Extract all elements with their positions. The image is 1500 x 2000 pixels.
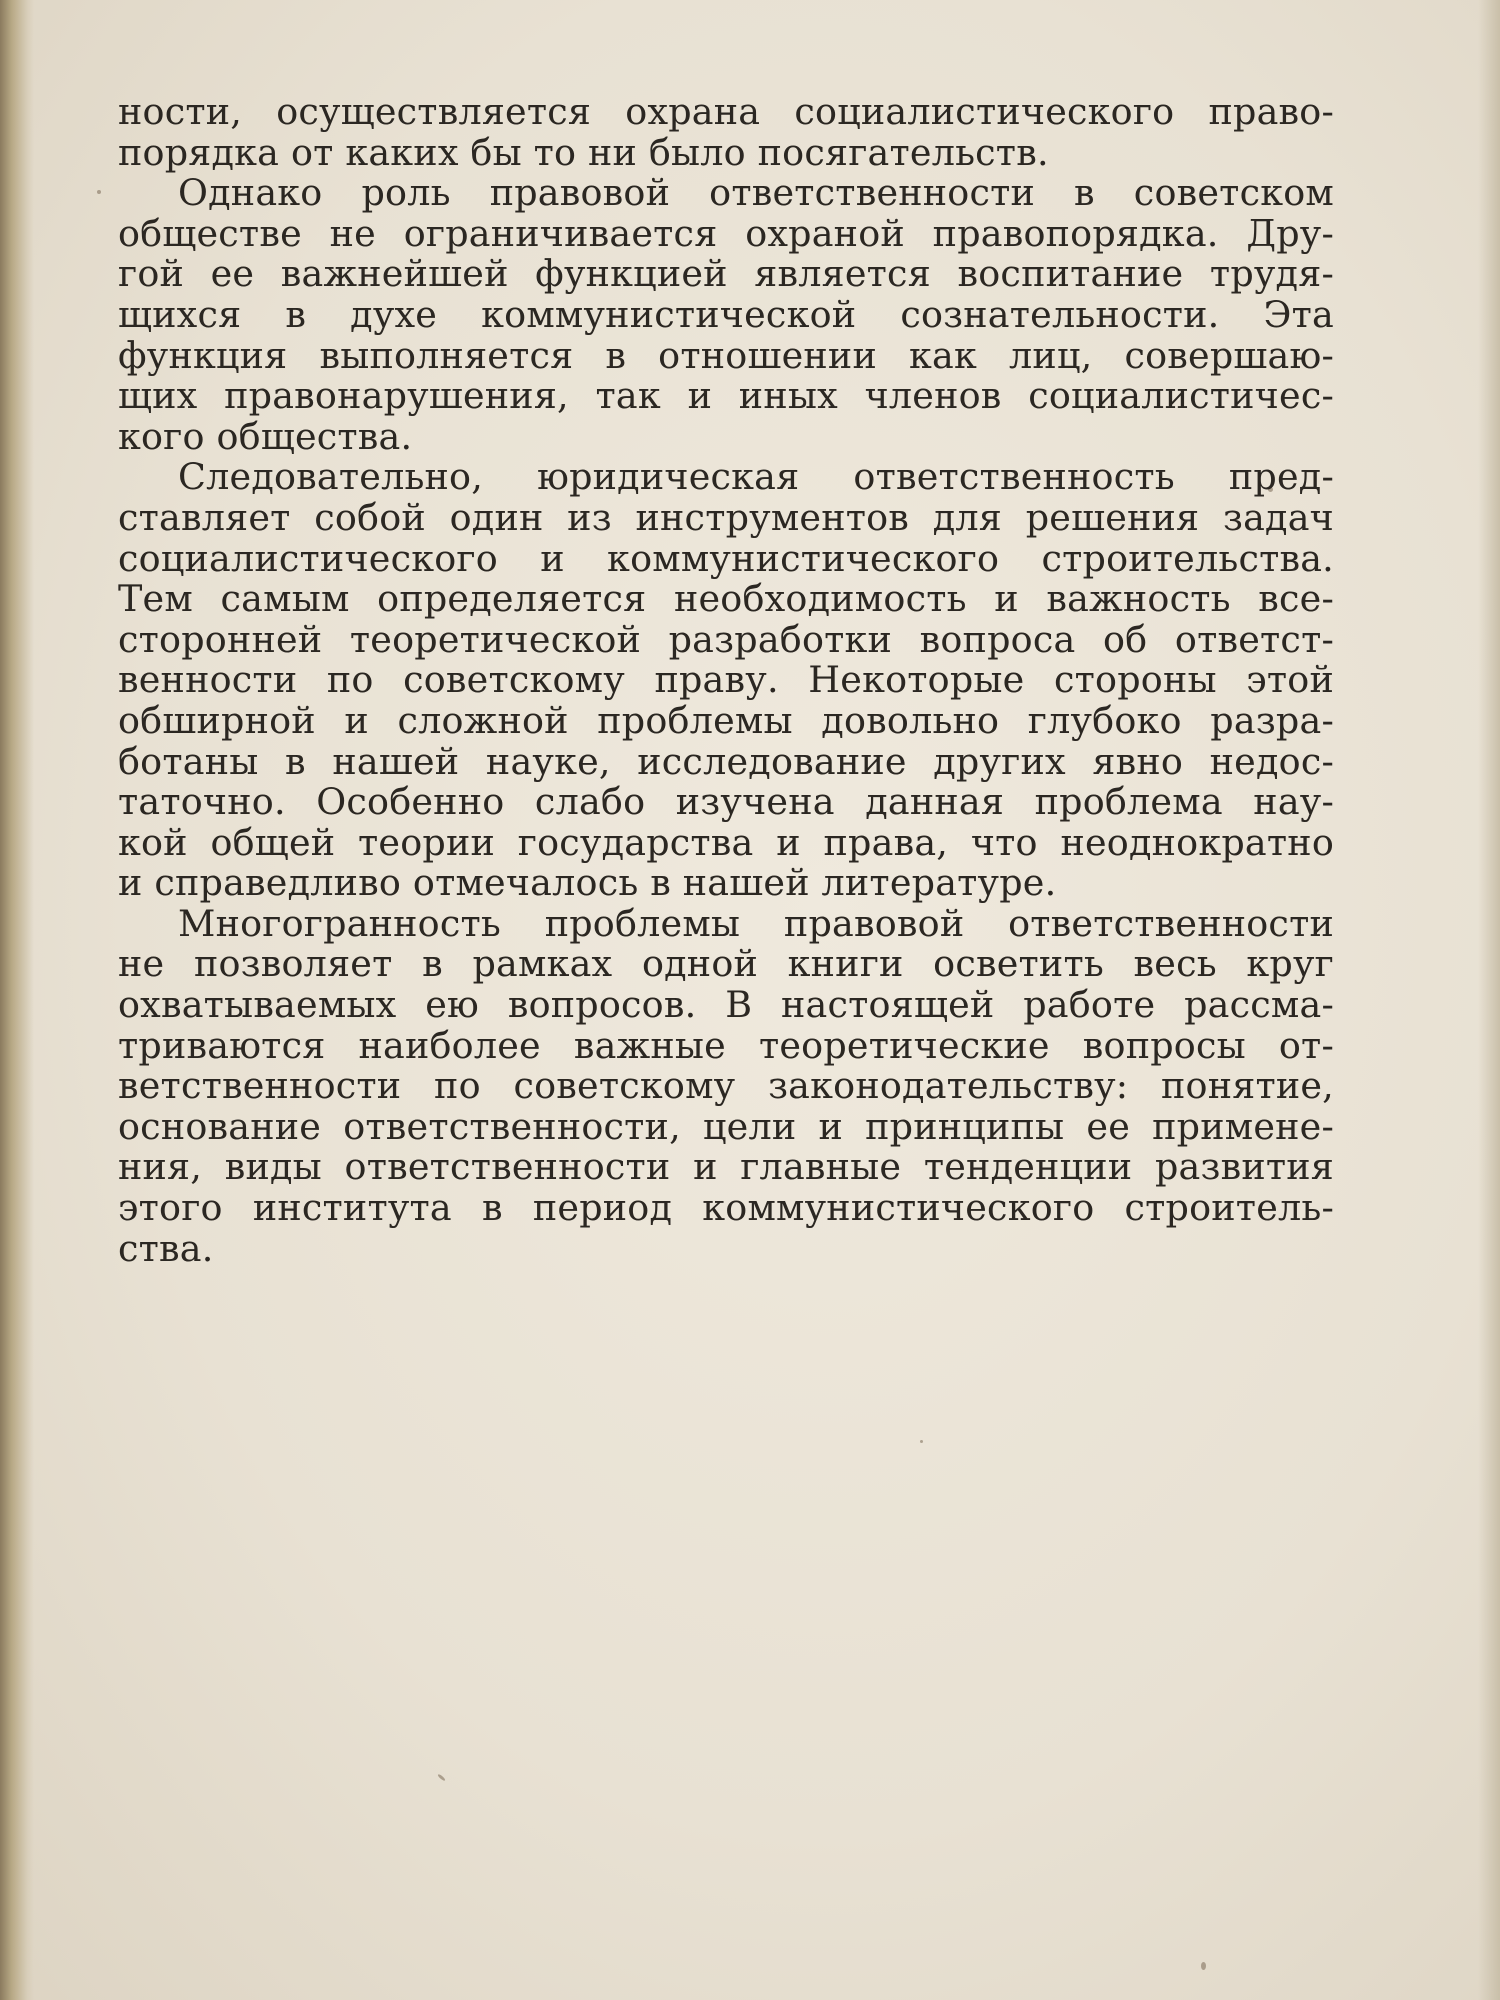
text-line: кой общей теории государства и права, что неоднократно xyxy=(118,820,1334,864)
text-line: не позволяет в рамках одной книги осветить весь круг xyxy=(118,942,1334,986)
text-line: основание ответственности, цели и принципы ее примене- xyxy=(118,1104,1334,1148)
text-line: социалистического и коммунистического строительства. xyxy=(118,536,1334,580)
text-line: щих правонарушения, так и иных членов социалистичес- xyxy=(118,374,1334,418)
text-line: охватываемых ею вопросов. В настоящей работе рассма- xyxy=(118,983,1334,1027)
book-spine-shadow xyxy=(0,0,34,2000)
text-line: функция выполняется в отношении как лиц, совершаю- xyxy=(118,333,1334,377)
text-line: Многогранность проблемы правовой ответственности xyxy=(178,901,1334,945)
text-line: Тем самым определяется необходимость и важность все- xyxy=(118,577,1334,621)
text-line: ности, осуществляется охрана социалистического право- xyxy=(118,90,1334,133)
body-text xyxy=(118,92,1334,1269)
page-edge-shadow xyxy=(1478,0,1500,2000)
text-line: венности по советскому праву. Некоторые стороны этой xyxy=(118,658,1334,702)
paper-speck xyxy=(1201,1962,1206,1970)
text-line: ния, виды ответственности и главные тенденции развития xyxy=(118,1145,1334,1189)
text-line: ботаны в нашей науке, исследование других явно недос- xyxy=(118,739,1334,783)
text-line: и справедливо отмечалось в нашей литературе. xyxy=(118,861,1057,905)
paper-speck xyxy=(97,190,101,194)
text-line: Следовательно, юридическая ответственность пред- xyxy=(178,455,1334,499)
paper-speck xyxy=(437,1773,446,1781)
text-line: триваются наиболее важные теоретические вопросы от- xyxy=(118,1023,1334,1067)
text-line: таточно. Особенно слабо изучена данная проблема нау- xyxy=(118,780,1334,824)
text-line: сторонней теоретической разработки вопроса об ответст- xyxy=(118,617,1334,661)
text-line: щихся в духе коммунистической сознательности. Эта xyxy=(118,292,1334,336)
text-line: порядка от каких бы то ни было посягательств. xyxy=(118,130,1049,174)
text-line: обширной и сложной проблемы довольно глубоко разра- xyxy=(118,698,1334,742)
text-line: обществе не ограничивается охраной правопорядка. Дру- xyxy=(118,211,1334,255)
text-line: Однако роль правовой ответственности в советском xyxy=(178,171,1334,215)
text-line: ставляет собой один из инструментов для решения задач xyxy=(118,495,1334,539)
text-line: гой ее важнейшей функцией является воспитание трудя- xyxy=(118,252,1334,296)
text-line: этого института в период коммунистического строитель- xyxy=(118,1186,1334,1230)
text-line: ства. xyxy=(118,1226,214,1270)
text-line: кого общества. xyxy=(118,414,413,458)
paper-speck xyxy=(920,1440,923,1443)
text-line: ветственности по советскому законодательству: понятие, xyxy=(118,1064,1334,1108)
